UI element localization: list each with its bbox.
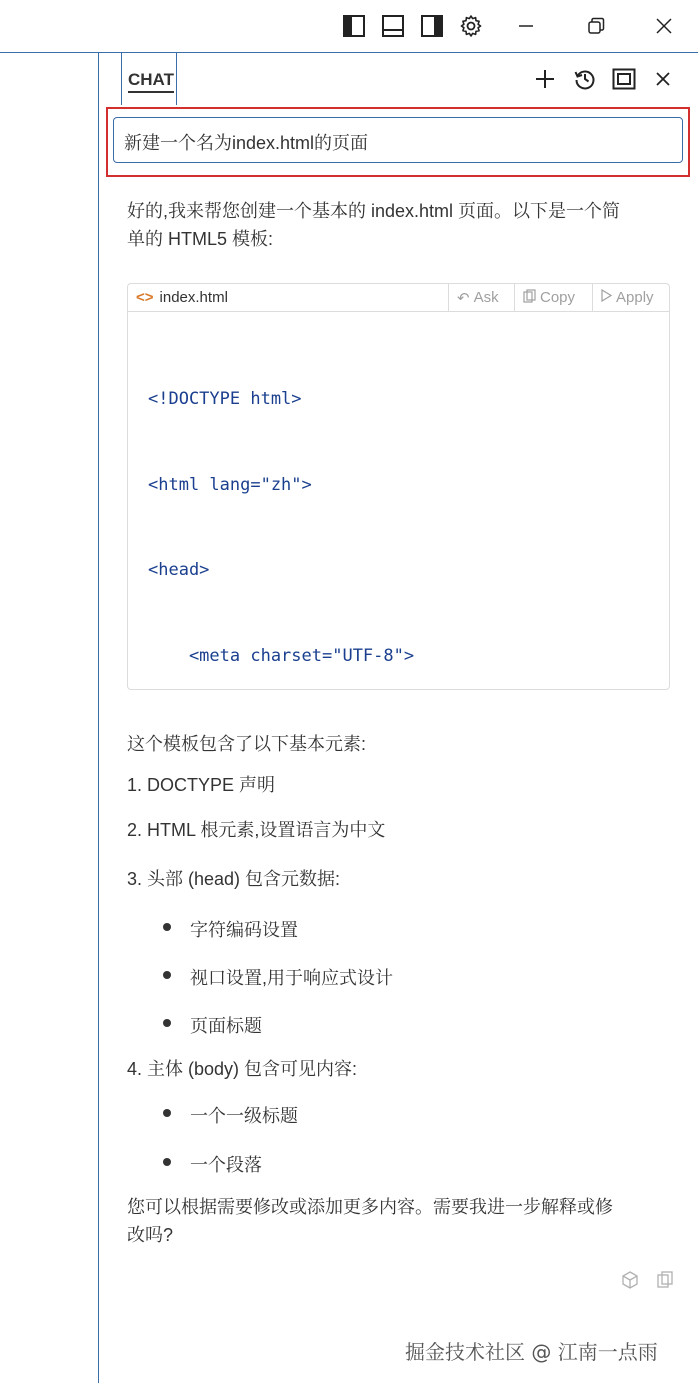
close-chat-icon[interactable] xyxy=(649,65,677,93)
restore-icon[interactable] xyxy=(580,10,612,42)
history-icon[interactable] xyxy=(571,65,599,93)
code-line: <html lang="zh"> xyxy=(148,474,312,495)
minimize-icon[interactable] xyxy=(510,10,542,42)
sub-list-item: 字符编码设置 xyxy=(190,920,298,940)
tab-chat-label: CHAT xyxy=(128,70,174,93)
plus-icon[interactable] xyxy=(531,65,559,93)
ask-button[interactable] xyxy=(448,284,514,311)
response-intro-line1: 好的,我来帮您创建一个基本的 index.html 页面。以下是一个简 xyxy=(127,201,621,221)
code-line: <meta charset="UTF-8"> xyxy=(148,645,415,666)
apply-label: Apply xyxy=(616,289,654,306)
sub-list-item: 一个段落 xyxy=(190,1155,262,1175)
layout-left-icon[interactable] xyxy=(338,10,370,42)
bullet xyxy=(163,1109,171,1117)
apply-icon xyxy=(601,289,612,306)
apply-button[interactable] xyxy=(592,284,670,311)
sidebar-divider xyxy=(98,52,99,1383)
code-block xyxy=(127,283,670,690)
sub-list-item: 视口设置,用于响应式设计 xyxy=(190,968,393,988)
copy-response-icon[interactable] xyxy=(655,1270,675,1290)
code-filename xyxy=(136,289,228,306)
bullet xyxy=(163,1158,171,1166)
code-brackets-icon: <> xyxy=(136,289,154,306)
tab-chat[interactable] xyxy=(121,53,177,105)
close-icon[interactable] xyxy=(648,10,680,42)
user-prompt[interactable]: 新建一个名为index.html的页面 xyxy=(113,117,683,163)
sub-list-item: 一个一级标题 xyxy=(190,1106,298,1126)
title-bar xyxy=(0,0,698,53)
list-item: 2. HTML 根元素,设置语言为中文 xyxy=(127,820,386,840)
code-filename-label: index.html xyxy=(159,289,228,306)
layout-right-icon[interactable] xyxy=(416,10,448,42)
closing-line1: 您可以根据需要修改或添加更多内容。需要我进一步解释或修 xyxy=(127,1197,613,1217)
bullet xyxy=(163,923,171,931)
code-content xyxy=(148,328,669,690)
ask-label: Ask xyxy=(473,289,499,306)
sub-list-item: 页面标题 xyxy=(190,1016,262,1036)
chat-header xyxy=(99,53,698,105)
maximize-icon[interactable] xyxy=(610,65,638,93)
bullet xyxy=(163,1019,171,1027)
summary-heading: 这个模板包含了以下基本元素: xyxy=(127,734,366,754)
code-line: <!DOCTYPE html> xyxy=(148,389,302,409)
list-item: 4. 主体 (body) 包含可见内容: xyxy=(127,1059,358,1079)
bullet xyxy=(163,971,171,979)
closing-line2: 改吗? xyxy=(127,1225,174,1245)
copy-icon xyxy=(523,289,536,307)
watermark: 掘金技术社区 @ 江南一点雨 xyxy=(405,1340,658,1364)
layout-bottom-icon[interactable] xyxy=(377,10,409,42)
gear-icon[interactable] xyxy=(455,10,487,42)
code-line: <head> xyxy=(148,560,210,580)
copy-label: Copy xyxy=(540,289,576,306)
cube-icon[interactable] xyxy=(620,1270,640,1290)
list-item: 1. DOCTYPE 声明 xyxy=(127,775,276,795)
code-block-header xyxy=(128,284,669,312)
response-intro-line2: 单的 HTML5 模板: xyxy=(127,229,274,249)
copy-button[interactable] xyxy=(514,284,592,311)
list-item: 3. 头部 (head) 包含元数据: xyxy=(127,869,341,889)
ask-icon: ↶ xyxy=(457,289,470,307)
